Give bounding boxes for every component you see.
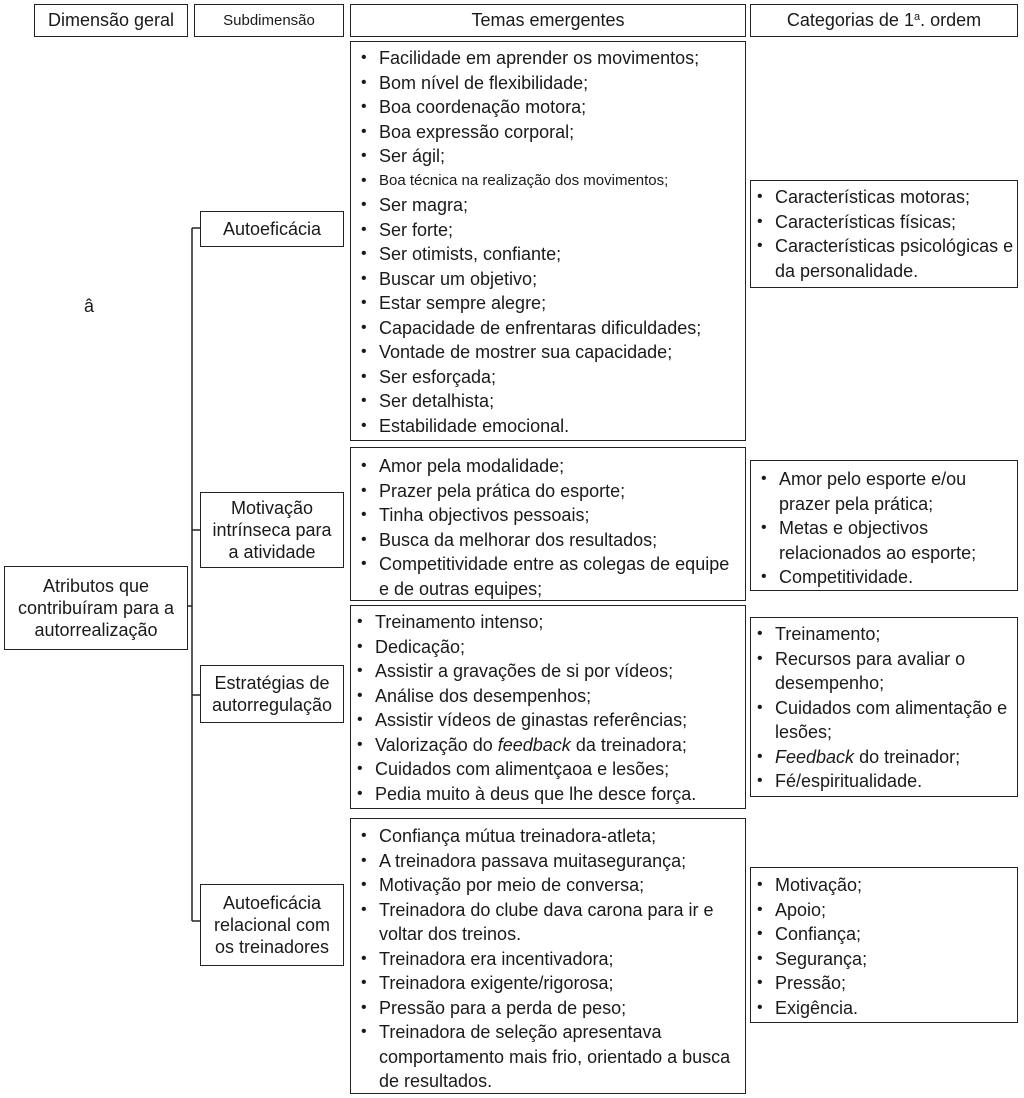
- categories-motivacao: [750, 460, 1018, 591]
- category-item: • Competitividade.: [757, 565, 1015, 590]
- category-item: • Pressão;: [753, 971, 1015, 996]
- category-item: • Características físicas;: [753, 210, 1015, 235]
- category-item: • Treinamento;: [753, 622, 1015, 647]
- categories-list: [753, 873, 1015, 1020]
- theme-item: • Amor pela modalidade;: [357, 454, 739, 479]
- category-item: • Amor pelo esporte e/ou prazer pela prática;: [757, 467, 1015, 516]
- theme-item: [353, 733, 743, 758]
- themes-estrategias: [350, 605, 746, 809]
- subdimension-relacional: [200, 884, 344, 966]
- subdimension-estrategias: [200, 665, 344, 723]
- categories-autoeficacia: [750, 180, 1018, 288]
- theme-item: • Ser magra;: [357, 193, 739, 218]
- header-categorias-main: Categorias de 1: [786, 10, 914, 30]
- category-item: • Fé/espiritualidade.: [753, 769, 1015, 794]
- category-item: • Recursos para avaliar o desempenho;: [753, 647, 1015, 696]
- main-dimension-line: autorrealização: [34, 620, 158, 640]
- theme-item: • Vontade de mostrer sua capacidade;: [357, 340, 739, 365]
- theme-item: • Assistir vídeos de ginastas referências;: [353, 708, 743, 733]
- theme-item: • Capacidade de enfrentaras dificuldades;: [357, 316, 739, 341]
- stray-character: â: [84, 296, 95, 316]
- subdimension-line: Autoeficácia: [222, 893, 322, 913]
- main-dimension-box: [4, 566, 188, 650]
- subdimension-line: a atividade: [228, 542, 316, 562]
- category-item: • Características psicológicas e da personalidade.: [753, 234, 1015, 283]
- theme-item: • Treinadora exigente/rigorosa;: [357, 971, 739, 996]
- header-subdimensao: [194, 4, 344, 37]
- header-dimensao-geral-text: Dimensão geral: [47, 10, 175, 30]
- theme-item: • Ser esforçada;: [357, 365, 739, 390]
- theme-item: • Bom nível de flexibilidade;: [357, 71, 739, 96]
- theme-item-text: Valorização do: [375, 734, 498, 755]
- feedback-italic: Feedback: [775, 746, 855, 767]
- header-dimensao-geral: [34, 4, 188, 37]
- main-dimension-text: [18, 575, 174, 641]
- subdimension-label: [212, 497, 331, 563]
- theme-item: • Buscar um objetivo;: [357, 267, 739, 292]
- theme-item: • Ser otimists, confiante;: [357, 242, 739, 267]
- categories-estrategias: [750, 617, 1018, 797]
- categories-list: [753, 622, 1015, 794]
- theme-item: • Boa coordenação motora;: [357, 95, 739, 120]
- subdimension-label: [214, 892, 330, 958]
- subdimension-line: intrínseca para: [212, 520, 332, 540]
- theme-item: • Dedicação;: [353, 635, 743, 660]
- theme-item: • Estar sempre alegre;: [357, 291, 739, 316]
- theme-item: • Ser detalhista;: [357, 389, 739, 414]
- category-item: • Características motoras;: [753, 185, 1015, 210]
- subdimension-line: Motivação: [230, 498, 314, 518]
- theme-item: • Confiança mútua treinadora-atleta;: [357, 824, 739, 849]
- themes-list: [357, 824, 739, 1094]
- theme-item: • Pressão para a perda de peso;: [357, 996, 739, 1021]
- subdimension-line: relacional com: [213, 915, 331, 935]
- themes-motivacao: [350, 447, 746, 601]
- subdimension-motivacao: [200, 492, 344, 568]
- category-item: • Motivação;: [753, 873, 1015, 898]
- themes-relacional: [350, 818, 746, 1094]
- header-categorias-text: [787, 10, 981, 31]
- subdimension-autoeficacia: [200, 211, 344, 247]
- theme-item: • Assistir a gravações de si por vídeos;: [353, 659, 743, 684]
- category-item-tail: do treinador;: [854, 746, 961, 767]
- header-temas-emergentes: [350, 4, 746, 37]
- theme-item: • Motivação por meio de conversa;: [357, 873, 739, 898]
- theme-item: • Prazer pela prática do esporte;: [357, 479, 739, 504]
- categories-list: [757, 467, 1015, 590]
- theme-item: • Treinadora era incentivadora;: [357, 947, 739, 972]
- theme-item: • Facilidade em aprender os movimentos;: [357, 46, 739, 71]
- theme-item: • Pedia muito à deus que lhe desce força.: [353, 782, 743, 807]
- theme-item: • Ser ágil;: [357, 144, 739, 169]
- header-categorias-sup: a: [913, 11, 921, 23]
- header-categorias-tail: . ordem: [920, 10, 982, 30]
- theme-item: • Busca da melhorar dos resultados;: [357, 528, 739, 553]
- subdimension-line: Estratégias de: [214, 673, 330, 693]
- category-item: • Confiança;: [753, 922, 1015, 947]
- theme-item-tail: da treinadora;: [570, 734, 687, 755]
- category-item: • Segurança;: [753, 947, 1015, 972]
- category-item: • Cuidados com alimentação e lesões;: [753, 696, 1015, 745]
- theme-item: • Treinadora de seleção apresentava comportamento mais frio, orientado a busca de resultados.: [357, 1020, 739, 1094]
- categories-relacional: [750, 867, 1018, 1023]
- subdimension-line: os treinadores: [214, 937, 330, 957]
- theme-item: • Boa expressão corporal;: [357, 120, 739, 145]
- theme-item: • Cuidados com alimentçaoa e lesões;: [353, 757, 743, 782]
- subdimension-label: [212, 672, 332, 716]
- themes-list: [357, 454, 739, 601]
- theme-item: • Tinha objectivos pessoais;: [357, 503, 739, 528]
- header-categorias: [750, 4, 1018, 37]
- theme-item: • Boa técnica na realização dos movimentos;: [357, 169, 739, 194]
- theme-item: • Análise dos desempenhos;: [353, 684, 743, 709]
- theme-item: • Ser forte;: [357, 218, 739, 243]
- categories-list: [753, 185, 1015, 283]
- theme-item: • Treinadora do clube dava carona para ir e voltar dos treinos.: [357, 898, 739, 947]
- category-item: • Exigência.: [753, 996, 1015, 1021]
- category-item: • Metas e objectivos relacionados ao esporte;: [757, 516, 1015, 565]
- main-dimension-line: Atributos que: [42, 576, 150, 596]
- theme-item: • A treinadora passava muitasegurança;: [357, 849, 739, 874]
- themes-autoeficacia: [350, 41, 746, 441]
- theme-item: • Treinamento intenso;: [353, 610, 743, 635]
- themes-list: [357, 46, 739, 438]
- subdimension-label: Autoeficácia: [222, 219, 322, 239]
- theme-item: • Estabilidade emocional.: [357, 414, 739, 439]
- category-item: • Apoio;: [753, 898, 1015, 923]
- theme-item: • Competitividade entre as colegas de equipe e de outras equipes;: [357, 552, 739, 601]
- main-dimension-line: contribuíram para a: [17, 598, 175, 618]
- header-subdimensao-text: Subdimensão: [223, 12, 315, 29]
- category-item: [753, 745, 1015, 770]
- feedback-italic: feedback: [497, 734, 571, 755]
- header-temas-text: Temas emergentes: [471, 10, 625, 30]
- subdimension-line: autorregulação: [211, 695, 333, 715]
- themes-list: [353, 610, 743, 806]
